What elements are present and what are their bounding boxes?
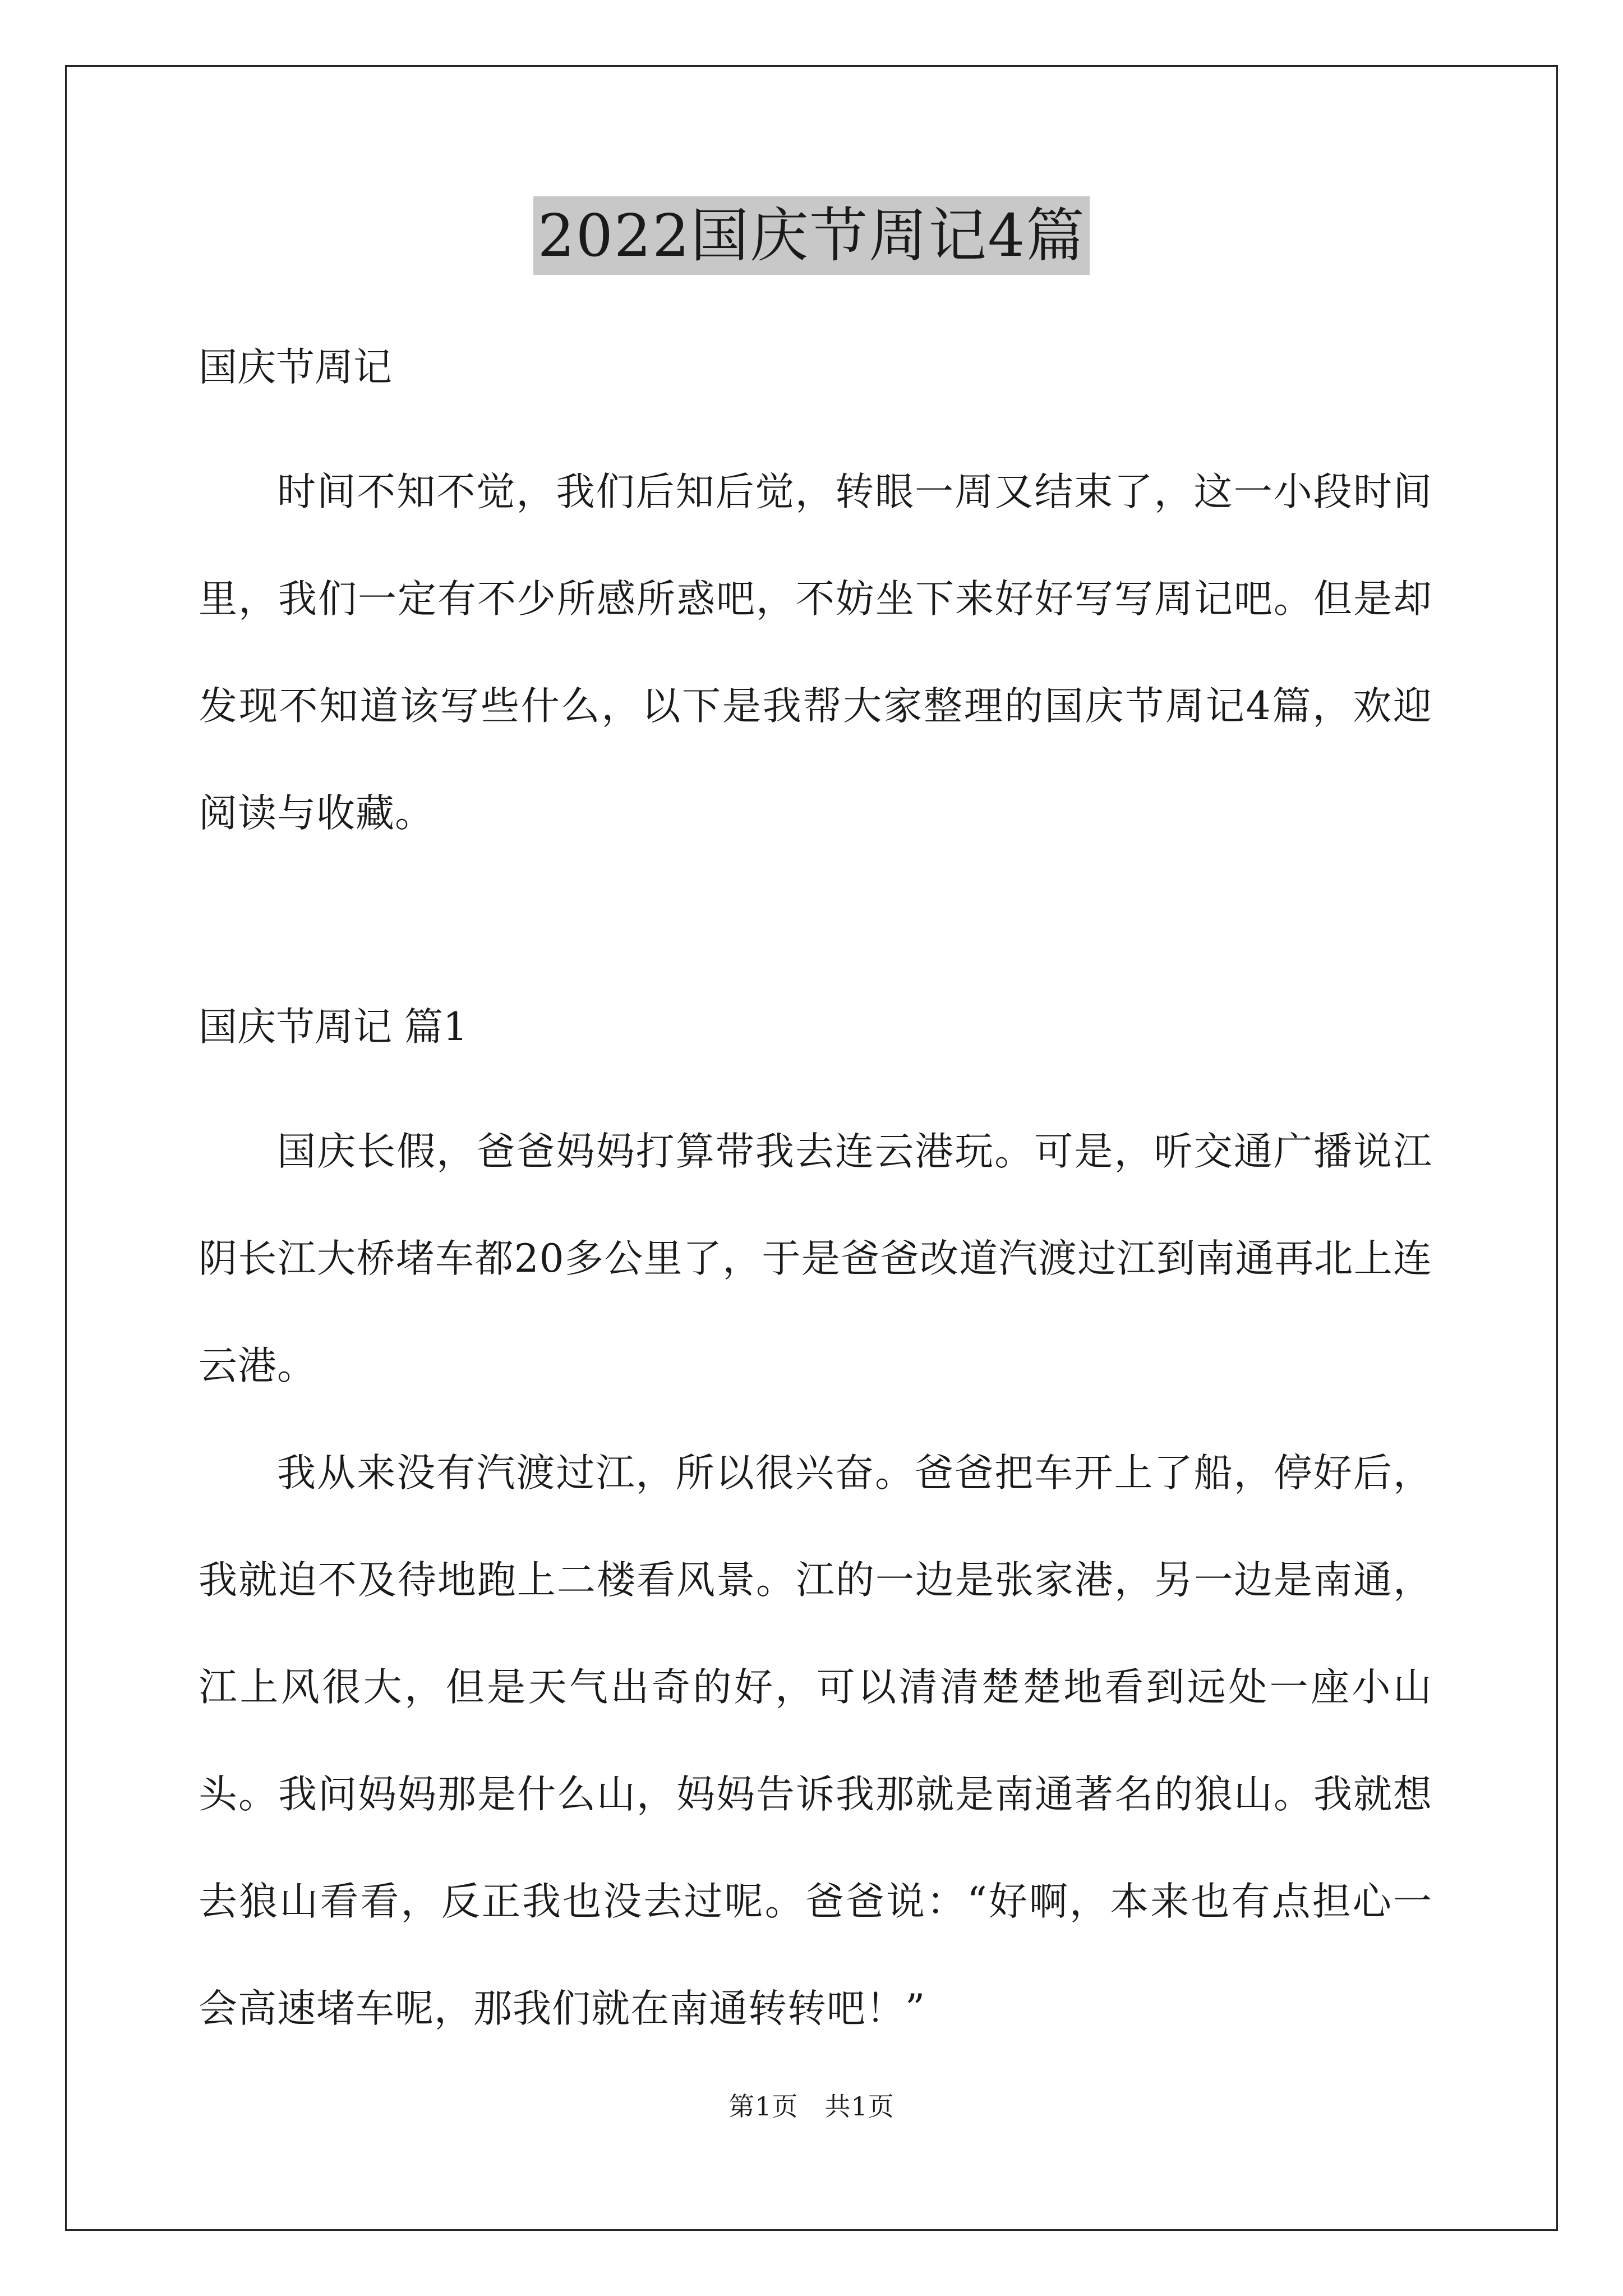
document-body (199, 337, 1432, 2063)
intro-paragraph: 时间不知不觉，我们后知后觉，转眼一周又结束了，这一小段时间里，我们一定有不少所感所惑吧，不妨坐下来好好写写周记吧。但是却发现不知道该写些什么，以下是我帮大家整理的国庆节周记4篇，欢迎阅读与收藏。 (199, 470, 1432, 836)
page-number: 第1页 共1页 (728, 2091, 895, 2122)
page-footer (0, 2090, 1623, 2123)
section1-heading: 国庆节周记 篇1 (199, 1005, 468, 1050)
title-container (0, 196, 1623, 275)
intro-heading: 国庆节周记 (199, 345, 392, 390)
document-title: 2022国庆节周记4篇 (533, 196, 1090, 275)
section1-paragraph-2: 我从来没有汽渡过江，所以很兴奋。爸爸把车开上了船，停好后，我就迫不及待地跑上二楼看风景。江的一边是张家港，另一边是南通，江上风很大，但是天气出奇的好，可以清清楚楚地看到远处一座小山头。我问妈妈那是什么山，妈妈告诉我那就是南通著名的狼山。我就想去狼山看看，反正我也没去过呢。爸爸说：“好啊，本来也有点担心一会高速堵车呢，那我们就在南通转转吧！” (199, 1451, 1432, 2031)
section1-paragraph-1: 国庆长假，爸爸妈妈打算带我去连云港玩。可是，听交通广播说江阴长江大桥堵车都20多公里了，于是爸爸改道汽渡过江到南通再北上连云港。 (199, 1129, 1432, 1388)
